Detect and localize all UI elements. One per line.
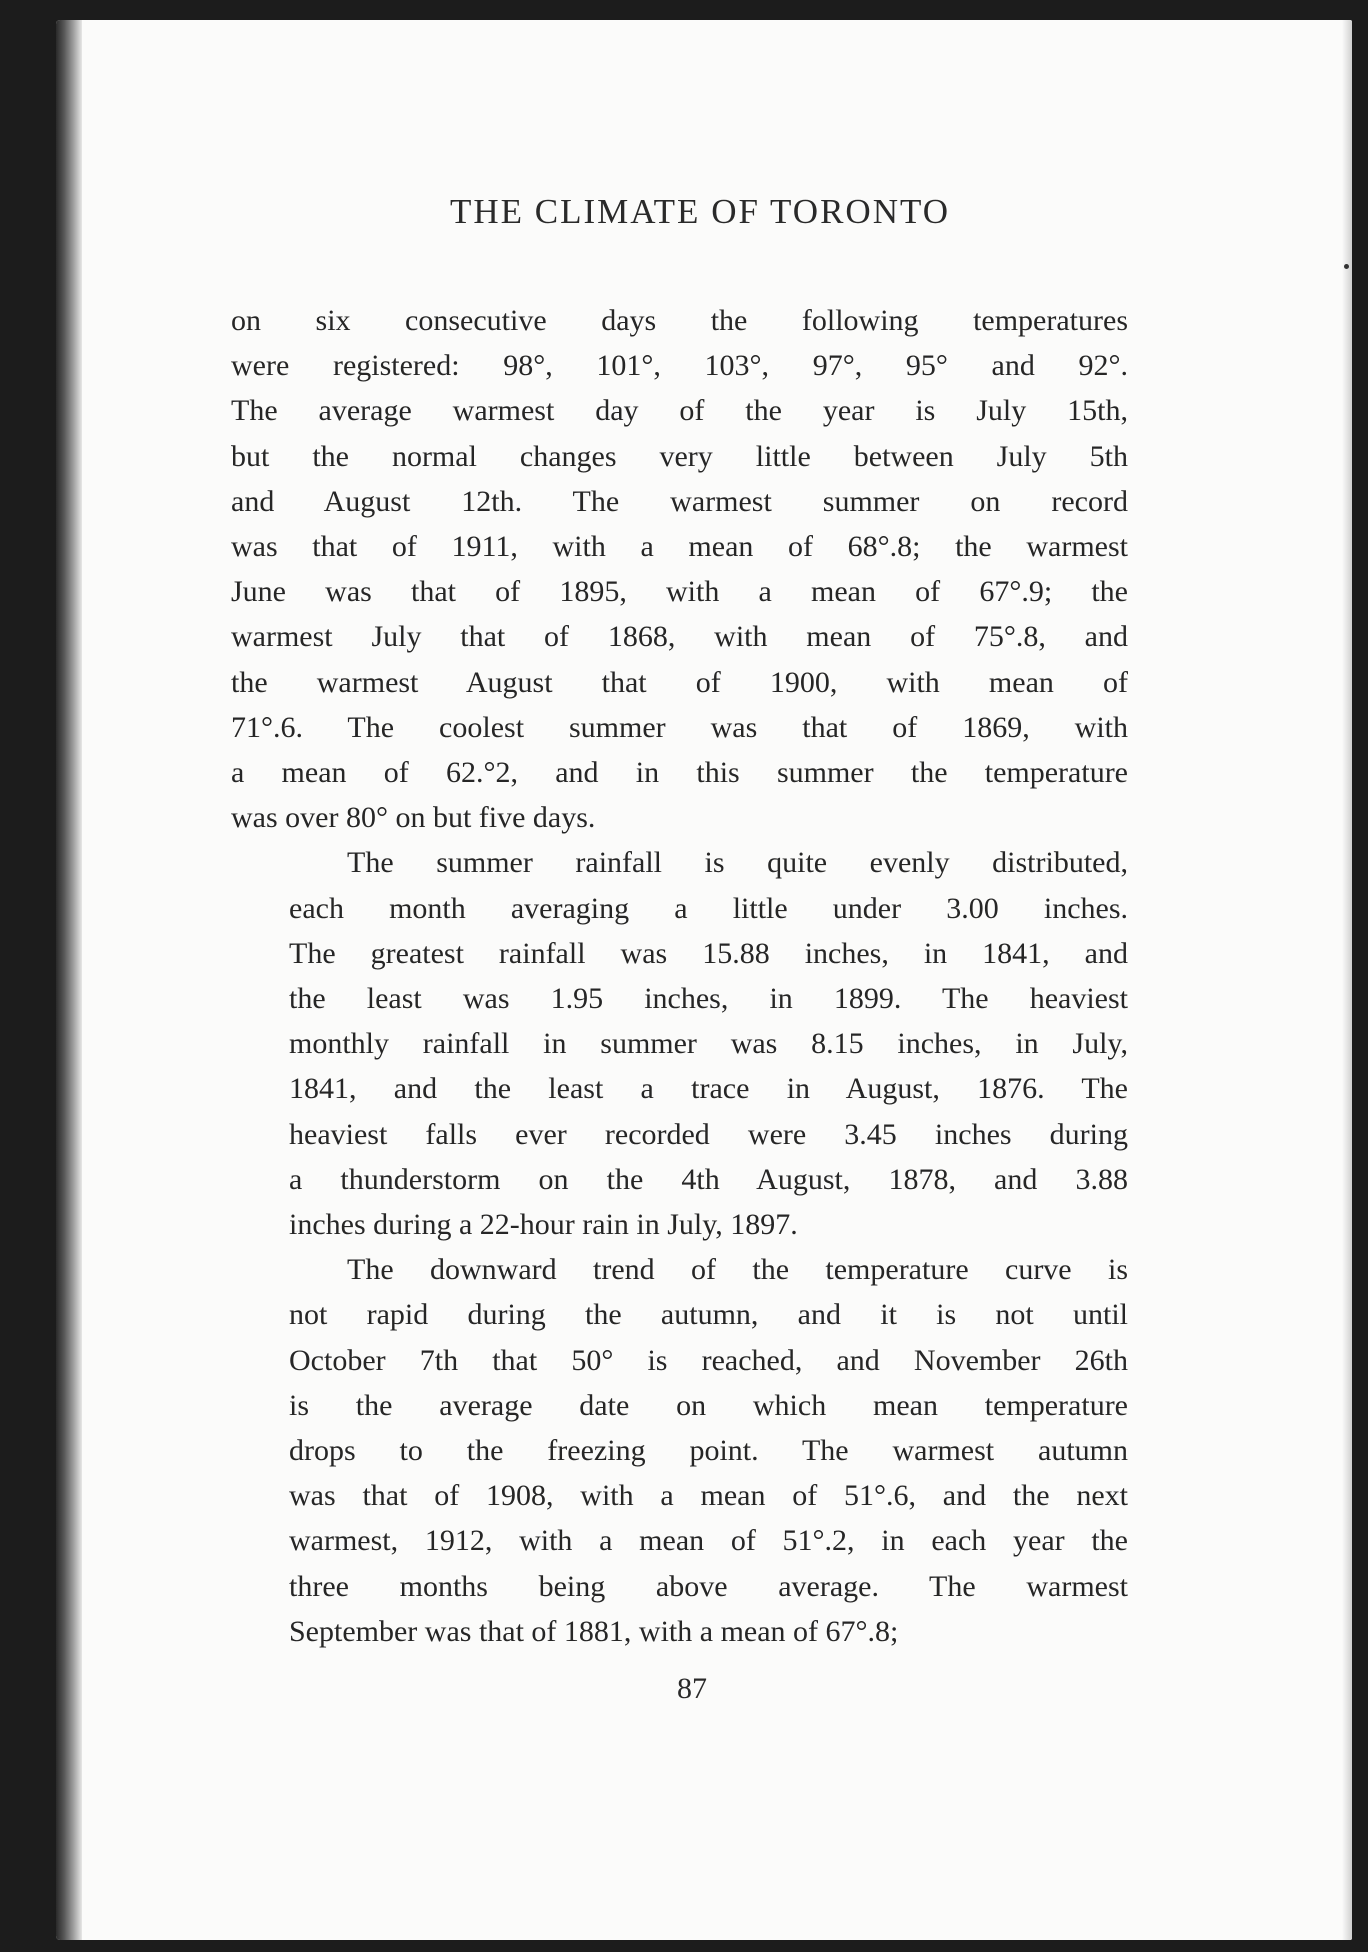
text-line: was that of 1911, with a mean of 68°.8; the warmest [231,530,1128,564]
text-line: October 7th that 50° is reached, and November 26th [289,1343,1128,1377]
text-line: three months being above average. The warmest [289,1569,1128,1603]
text-line: September was that of 1881, with a mean of 67°.8; [289,1614,899,1648]
text-line: not rapid during the autumn, and it is not until [289,1298,1128,1332]
text-line: The summer rainfall is quite evenly distributed, [347,846,1128,880]
text-line: the warmest August that of 1900, with mean of [231,665,1128,699]
text-line: each month averaging a little under 3.00 inches. [289,891,1128,925]
page-number: 87 [677,1672,707,1705]
text-line: a thunderstorm on the 4th August, 1878, and 3.88 [289,1162,1128,1196]
text-line: 71°.6. The coolest summer was that of 1869, with [231,710,1128,744]
text-line: heaviest falls ever recorded were 3.45 inches during [289,1117,1128,1151]
dust-speck [1344,264,1349,269]
text-line: is the average date on which mean temperature [289,1388,1128,1422]
text-line: The average warmest day of the year is July 15th, [231,394,1128,428]
paragraph-3 [231,1247,1128,1654]
text-line: 1841, and the least a trace in August, 1876. The [289,1072,1128,1106]
text-line: on six consecutive days the following temperatures [231,304,1128,337]
text-line: warmest, 1912, with a mean of 51°.2, in each year the [289,1524,1128,1558]
text-line: June was that of 1895, with a mean of 67°.9; the [231,575,1128,609]
text-line: warmest July that of 1868, with mean of 75°.8, and [231,620,1128,654]
text-line: and August 12th. The warmest summer on record [231,484,1128,518]
text-line: inches during a 22-hour rain in July, 1897. [289,1208,798,1242]
page-gutter-shadow [56,20,82,1940]
paragraph-2 [231,840,1128,1247]
running-head: THE CLIMATE OF TORONTO [450,192,950,231]
text-line: the least was 1.95 inches, in 1899. The heaviest [289,982,1128,1016]
text-line: The greatest rainfall was 15.88 inches, in 1841, and [289,936,1128,970]
paragraph-1 [231,298,1128,840]
text-line: was that of 1908, with a mean of 51°.6, and the next [289,1479,1128,1513]
text-line: but the normal changes very little between July 5th [231,439,1128,473]
body-text [231,298,1128,1654]
text-line: monthly rainfall in summer was 8.15 inches, in July, [289,1027,1128,1061]
text-line: a mean of 62.°2, and in this summer the temperature [231,756,1128,790]
book-page [56,20,1352,1940]
text-line: was over 80° on but five days. [231,801,596,835]
text-line: drops to the freezing point. The warmest autumn [289,1434,1128,1468]
page-edge [1342,20,1352,1940]
text-line: The downward trend of the temperature curve is [347,1253,1128,1287]
text-line: were registered: 98°, 101°, 103°, 97°, 95° and 92°. [231,349,1128,383]
